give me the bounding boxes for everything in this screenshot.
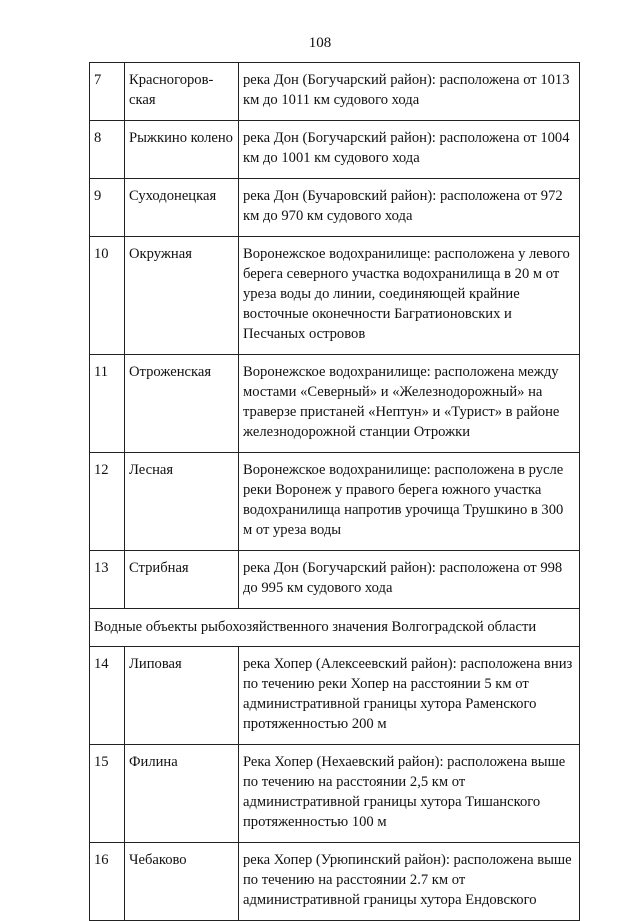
row-number: 9: [90, 179, 125, 237]
row-number: 15: [90, 745, 125, 843]
section-heading: Водные объекты рыбохозяйственного значения Волгоградской области: [90, 609, 580, 647]
table-row: [90, 843, 580, 921]
area-name: Красногоров- ская: [125, 63, 239, 121]
row-number: 16: [90, 843, 125, 921]
table-row: [90, 453, 580, 551]
area-description: река Хопер (Урюпинский район): расположена выше по течению на расстоянии 2.7 км от административной границы хутора Ендовского: [239, 843, 580, 921]
area-name: Филина: [125, 745, 239, 843]
row-number: 8: [90, 121, 125, 179]
row-number: 7: [90, 63, 125, 121]
area-name: Отроженская: [125, 355, 239, 453]
area-description: река Дон (Богучарский район): расположена от 1013 км до 1011 км судового хода: [239, 63, 580, 121]
area-name: Стрибная: [125, 551, 239, 609]
table-row: [90, 63, 580, 121]
table-row: [90, 551, 580, 609]
area-name: Рыжкино колено: [125, 121, 239, 179]
area-description: Воронежское водохранилище: расположена в русле реки Воронеж у правого берега южного участка водохранилища напротив урочища Трушкино в 300 м от уреза воды: [239, 453, 580, 551]
table-row: [90, 355, 580, 453]
row-number: 14: [90, 647, 125, 745]
table-row: [90, 121, 580, 179]
page-number: 108: [308, 35, 332, 51]
area-description: река Дон (Богучарский район): расположена от 998 до 995 км судового хода: [239, 551, 580, 609]
area-description: река Дон (Богучарский район): расположена от 1004 км до 1001 км судового хода: [239, 121, 580, 179]
table-row: [90, 237, 580, 355]
area-description: Воронежское водохранилище: расположена у левого берега северного участка водохранилища в 20 м от уреза воды до линии, соединяющей крайние восточные оконечности Багратионовских и Песчаных островов: [239, 237, 580, 355]
area-description: Река Хопер (Нехаевский район): расположена выше по течению на расстоянии 2,5 км от административной границы хутора Тишанского протяженностью 100 м: [239, 745, 580, 843]
area-name: Чебаково: [125, 843, 239, 921]
table-row: [90, 179, 580, 237]
area-name: Липовая: [125, 647, 239, 745]
area-description: Воронежское водохранилище: расположена между мостами «Северный» и «Железнодорожный» на траверзе пристаней «Нептун» и «Турист» в районе железнодорожной станции Отрожки: [239, 355, 580, 453]
row-number: 10: [90, 237, 125, 355]
area-name: Суходонецкая: [125, 179, 239, 237]
section-heading-row: [90, 609, 580, 647]
area-name: Окружная: [125, 237, 239, 355]
table-row: [90, 745, 580, 843]
row-number: 11: [90, 355, 125, 453]
area-description: река Дон (Бучаровский район): расположена от 972 км до 970 км судового хода: [239, 179, 580, 237]
table-row: [90, 647, 580, 745]
row-number: 12: [90, 453, 125, 551]
row-number: 13: [90, 551, 125, 609]
fishing-areas-table: [89, 62, 580, 921]
area-description: река Хопер (Алексеевский район): расположена вниз по течению реки Хопер на расстоянии 5 км от административной границы хутора Раменского протяженностью 200 м: [239, 647, 580, 745]
area-name: Лесная: [125, 453, 239, 551]
